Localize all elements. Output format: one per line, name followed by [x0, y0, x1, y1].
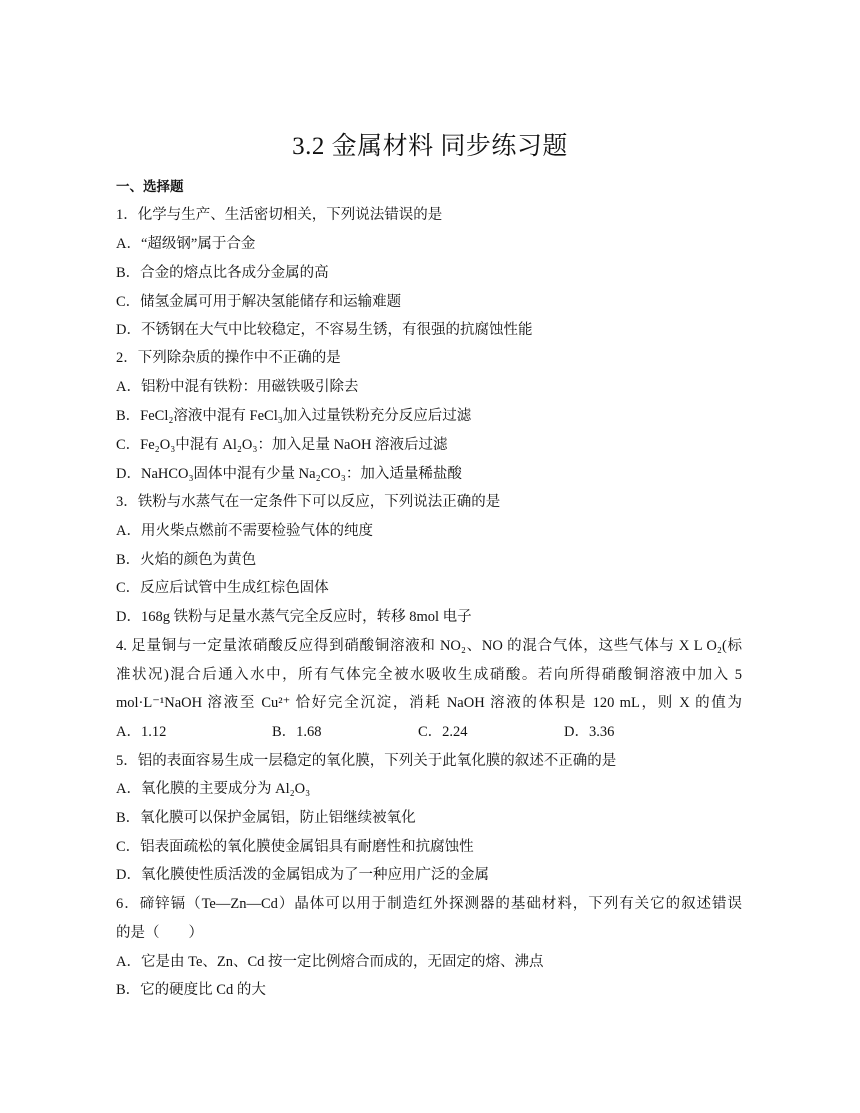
q5-option-a: A．氧化膜的主要成分为 Al₂O₃ [116, 781, 311, 797]
q1-option-d: D．不锈钢在大气中比较稳定，不容易生锈，有很强的抗腐蚀性能 [116, 322, 533, 338]
q1-option-c: C．储氢金属可用于解决氢能储存和运输难题 [116, 294, 402, 310]
q4-option-c: C．2.24 [418, 724, 468, 740]
q5-option-b: B．氧化膜可以保护金属铝，防止铝继续被氧化 [116, 810, 416, 826]
q4-option-b: B．1.68 [272, 724, 322, 740]
page-title: 3.2 金属材料 同步练习题 [292, 133, 568, 160]
q4-stem-line-2: 准状况)混合后通入水中，所有气体完全被水吸收生成硝酸。若向所得硝酸铜溶液中加入 5 [116, 667, 742, 683]
q6-option-a: A．它是由 Te、Zn、Cd 按一定比例熔合而成的，无固定的熔、沸点 [116, 954, 544, 970]
q5-stem: 5．铝的表面容易生成一层稳定的氧化膜，下列关于此氧化膜的叙述不正确的是 [116, 753, 617, 769]
q5-option-c: C．铝表面疏松的氧化膜使金属铝具有耐磨性和抗腐蚀性 [116, 839, 474, 855]
q2-option-b: B．FeCl₂溶液中混有 FeCl₃加入过量铁粉充分反应后过滤 [116, 408, 472, 424]
q2-option-c: C．Fe₂O₃中混有 Al₂O₃：加入足量 NaOH 溶液后过滤 [116, 437, 448, 453]
q4-stem-line-1: 4. 足量铜与一定量浓硝酸反应得到硝酸铜溶液和 NO₂、NO 的混合气体，这些气体与 X L O₂(标 [116, 638, 742, 654]
q2-stem: 2．下列除杂质的操作中不正确的是 [116, 350, 341, 366]
q2-option-a: A．铝粉中混有铁粉：用磁铁吸引除去 [116, 379, 359, 395]
q2-option-d: D．NaHCO₃固体中混有少量 Na₂CO₃：加入适量稀盐酸 [116, 466, 462, 482]
q5-option-d: D．氧化膜使性质活泼的金属铝成为了一种应用广泛的金属 [116, 867, 489, 883]
q6-option-b: B．它的硬度比 Cd 的大 [116, 982, 266, 998]
q3-option-c: C．反应后试管中生成红棕色固体 [116, 580, 329, 596]
q3-stem: 3．铁粉与水蒸气在一定条件下可以反应，下列说法正确的是 [116, 494, 501, 510]
q1-stem: 1．化学与生产、生活密切相关，下列说法错误的是 [116, 207, 443, 223]
q6-stem-line-2: 的是（ ） [116, 925, 203, 941]
q6-stem-line-1: 6．碲锌镉（Te—Zn—Cd）晶体可以用于制造红外探测器的基础材料，下列有关它的叙述错误 [116, 896, 742, 912]
q3-option-b: B．火焰的颜色为黄色 [116, 552, 257, 568]
q3-option-a: A．用火柴点燃前不需要检验气体的纯度 [116, 523, 373, 539]
q4-option-d: D．3.36 [564, 724, 615, 740]
q1-option-b: B．合金的熔点比各成分金属的高 [116, 265, 329, 281]
q3-option-d: D．168g 铁粉与足量水蒸气完全反应时，转移 8mol 电子 [116, 609, 472, 625]
q4-stem-line-3: mol·L⁻¹NaOH 溶液至 Cu²⁺ 恰好完全沉淀，消耗 NaOH 溶液的体积是 120 mL，则 X 的值为 [116, 695, 742, 711]
q4-option-a: A．1.12 [116, 724, 167, 740]
q1-option-a: A．“超级钢”属于合金 [116, 236, 256, 252]
section-heading: 一、选择题 [116, 179, 184, 195]
